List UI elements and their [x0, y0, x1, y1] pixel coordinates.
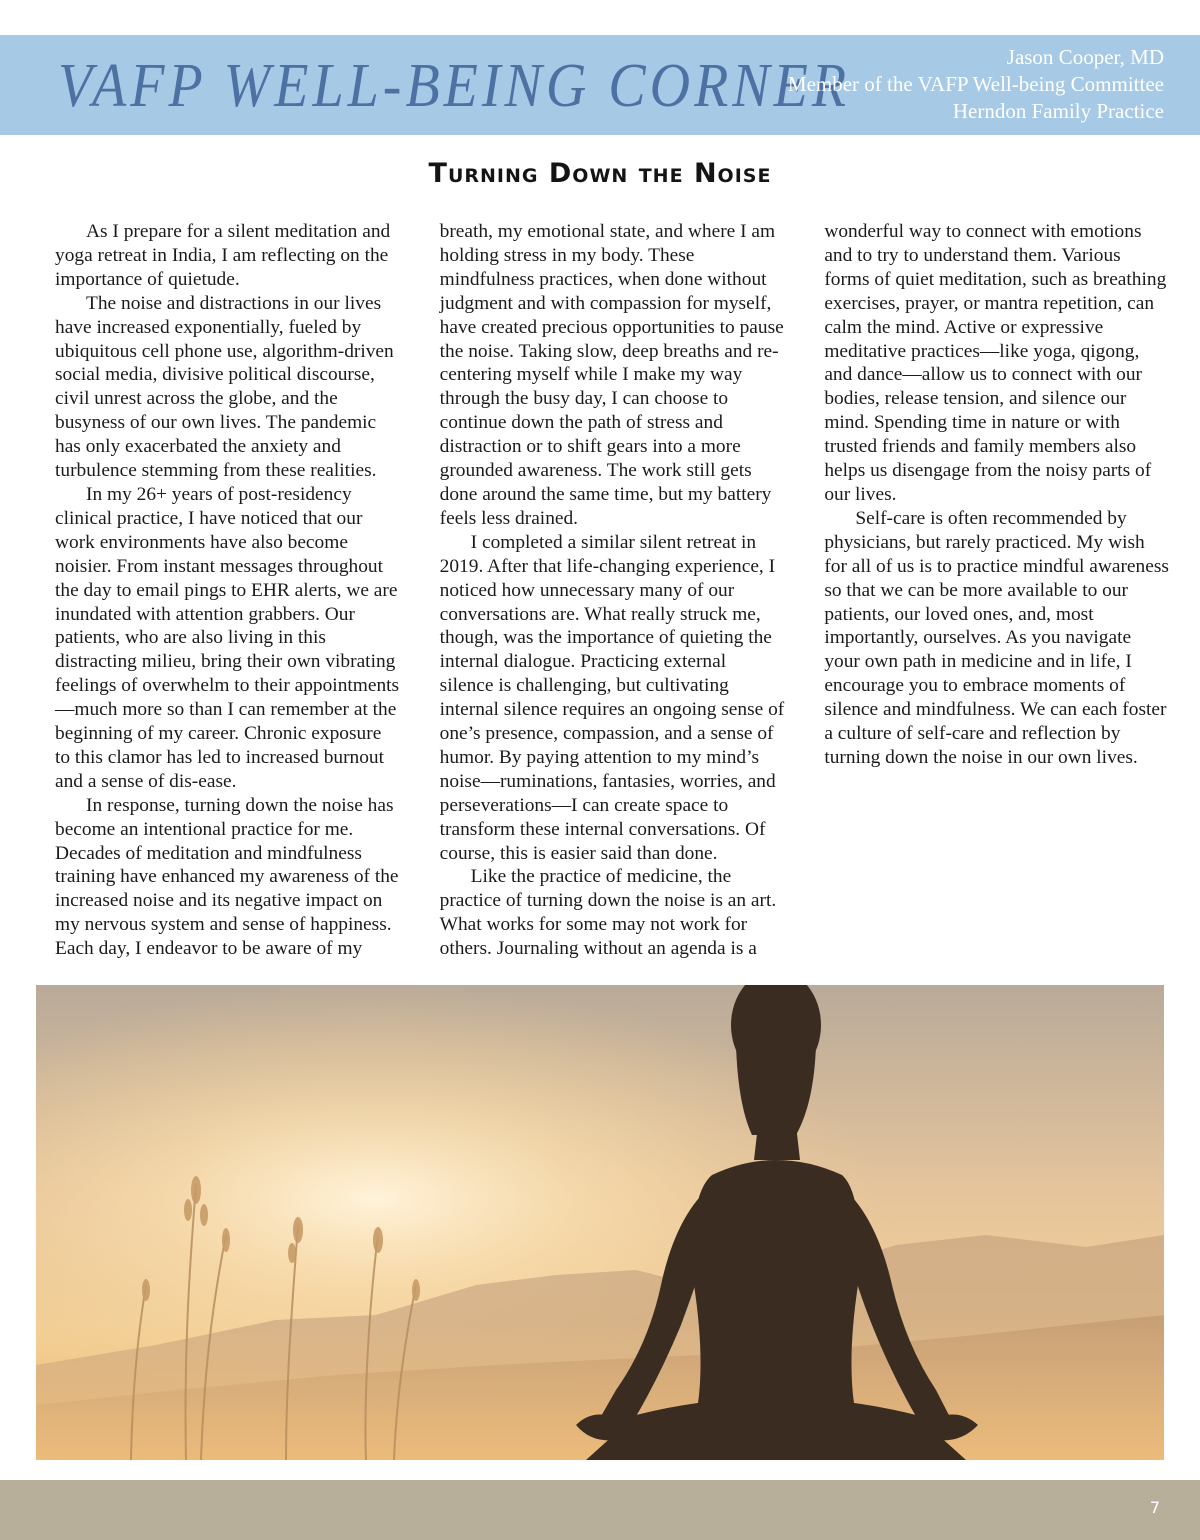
paragraph: I completed a similar silent retreat in 2019. After that life-changing experience, I noticed how unnecessary many of our conversations are. What really struck me, though, was the importance of quieting the internal dialogue. Practicing external silence is challenging, but cultivating internal silence requires an ongoing sense of one’s presence, compassion, and a sense of humor. By paying attention to my mind’s noise—ruminations, fantasies, worries, and perseverations—I can create space to transform these internal conversations. Of course, this is easier said than done. — [439, 531, 785, 864]
author-name: Jason Cooper, MD — [1006, 45, 1164, 69]
paragraph: In my 26+ years of post-residency clinical practice, I have noticed that our work environments have also become noisier. From instant messages throughout the day to email pings to EHR alerts, we are inundated with attention grabbers. Our patients, who are also living in this distracting milieu, bring their own vibrating feelings of overwhelm to their appointments—much more so than I can remember at the beginning of my career. Chronic exposure to this clamor has led to increased burnout and a sense of dis-ease. — [55, 483, 400, 792]
author-role: Member of the VAFP Well-being Committee — [787, 72, 1164, 96]
meditation-photo — [36, 985, 1164, 1460]
article-body — [55, 220, 1169, 968]
corner-title: VAFP WELL-BEING CORNER — [58, 51, 851, 121]
paragraph: In response, turning down the noise has become an intentional practice for me. Decades of meditation and mindfulness training have enhanced my awareness of the increased noise and its negative impact on my nervous system and sense of happiness. Each day, I endeavor to be aware of my breath, my emotional state, and where I am holding stress in my body. These mindfulness practices, when done without judgment and with compassion for myself, have created precious opportunities to pause the noise. Taking slow, deep breaths and re-centering myself while I make my way through the busy day, I can choose to continue down the path of stress and distraction or to shift gears into a more grounded awareness. The work still gets done around the same time, but my battery feels less drained. — [55, 221, 784, 960]
page-number: 7 — [1149, 1498, 1160, 1517]
footer-band — [0, 1480, 1200, 1540]
paragraph: Like the practice of medicine, the practice of turning down the noise is an art. What works for some may not work for others. Journaling without an agenda is a wonderful way to connect with emotions and to try to understand them. Various forms of quiet meditation, such as breathing exercises, prayer, or mantra repetition, can calm the mind. Active or expressive meditative practices—like yoga, qigong, and dance—allow us to connect with our bodies, release tension, and silence our mind. Spending time in nature or with trusted friends and family members also helps us disengage from the noisy parts of our lives. — [439, 221, 1167, 960]
paragraph: As I prepare for a silent meditation and yoga retreat in India, I am reflecting on the importance of quietude. — [55, 221, 391, 290]
article-title: Turning Down the Noise — [428, 158, 772, 189]
author-block — [788, 44, 1164, 125]
paragraph: Self-care is often recommended by physicians, but rarely practiced. My wish for all of us is to practice mindful awareness so that we can be more available to our patients, our loved ones, and, most importantly, ourselves. As you navigate your own path in medicine and in life, I encourage you to embrace moments of silence and mindfulness. We can each foster a culture of self-care and reflection by turning down the noise in our own lives. — [824, 507, 1169, 768]
paragraph: The noise and distractions in our lives have increased exponentially, fueled by ubiquitous cell phone use, algorithm-driven social media, divisive political discourse, civil unrest across the globe, and the busyness of our own lives. The pandemic has only exacerbated the anxiety and turbulence stemming from these realities. — [55, 292, 394, 482]
author-org: Herndon Family Practice — [952, 99, 1164, 123]
